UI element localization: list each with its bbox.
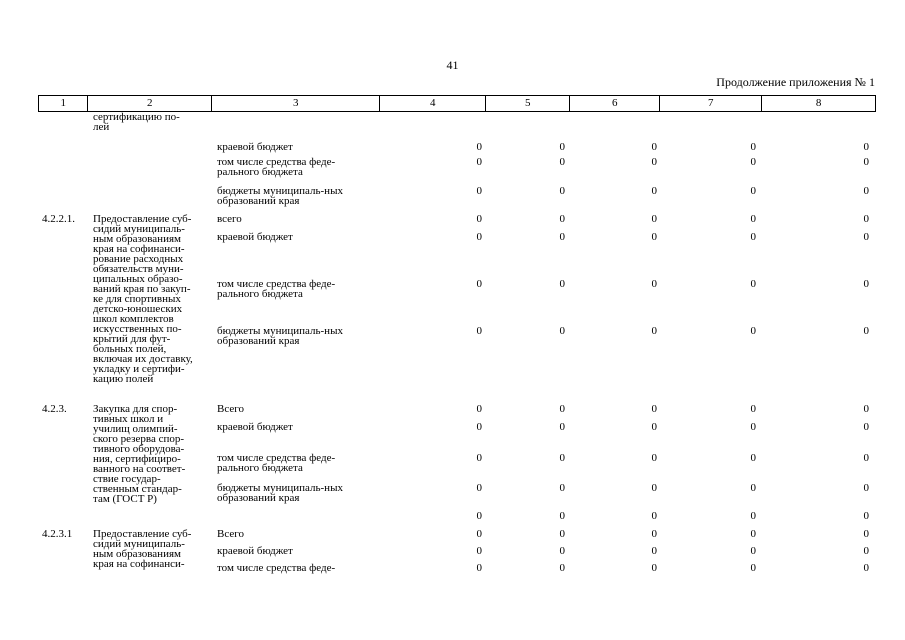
value-cell: 0 <box>476 421 482 433</box>
value-cell: 0 <box>651 325 657 337</box>
value-cell: 0 <box>476 562 482 574</box>
funding-source: краевой бюджет <box>217 421 293 433</box>
value-cell: 0 <box>559 421 565 433</box>
value-cell: 0 <box>863 562 869 574</box>
value-cell: 0 <box>863 325 869 337</box>
value-cell: 0 <box>750 231 756 243</box>
value-cell: 0 <box>476 156 482 168</box>
value-cell: 0 <box>750 325 756 337</box>
value-cell: 0 <box>863 510 869 522</box>
header-col-7: 7 <box>660 96 762 111</box>
funding-source: бюджеты муниципаль-ных образований края <box>217 185 343 207</box>
value-cell: 0 <box>750 421 756 433</box>
funding-source: том числе средства феде- рального бюджета <box>217 452 336 474</box>
page-number: 41 <box>446 58 459 72</box>
value-cell: 0 <box>750 185 756 197</box>
value-cell: 0 <box>750 528 756 540</box>
row-code: 4.2.3. <box>42 403 67 415</box>
value-cell: 0 <box>863 482 869 494</box>
value-cell: 0 <box>559 562 565 574</box>
funding-source: Всего <box>217 528 244 540</box>
value-cell: 0 <box>559 482 565 494</box>
value-cell: 0 <box>476 528 482 540</box>
value-cell: 0 <box>863 403 869 415</box>
value-cell: 0 <box>863 545 869 557</box>
value-cell: 0 <box>750 403 756 415</box>
value-cell: 0 <box>863 141 869 153</box>
value-cell: 0 <box>476 545 482 557</box>
value-cell: 0 <box>750 141 756 153</box>
value-cell: 0 <box>651 545 657 557</box>
table-header <box>38 95 876 112</box>
value-cell: 0 <box>863 213 869 225</box>
value-cell: 0 <box>559 325 565 337</box>
value-cell: 0 <box>559 528 565 540</box>
value-cell: 0 <box>750 545 756 557</box>
value-cell: 0 <box>863 156 869 168</box>
funding-source: Всего <box>217 403 244 415</box>
header-col-8: 8 <box>815 97 822 109</box>
value-cell: 0 <box>651 421 657 433</box>
value-cell: 0 <box>559 403 565 415</box>
value-cell: 0 <box>651 213 657 225</box>
row-description: сертификацию по- лей <box>93 111 180 133</box>
row-code: 4.2.2.1. <box>42 213 75 225</box>
value-cell: 0 <box>750 213 756 225</box>
value-cell: 0 <box>651 141 657 153</box>
header-col-1: 1 <box>39 96 88 111</box>
value-cell: 0 <box>476 510 482 522</box>
value-cell: 0 <box>476 231 482 243</box>
funding-source: том числе средства феде- рального бюджета <box>217 278 336 300</box>
funding-source: всего <box>217 213 242 225</box>
value-cell: 0 <box>476 278 482 290</box>
value-cell: 0 <box>651 156 657 168</box>
header-col-2: 2 <box>88 96 212 111</box>
value-cell: 0 <box>559 545 565 557</box>
funding-source: бюджеты муниципаль-ных образований края <box>217 325 343 347</box>
value-cell: 0 <box>476 141 482 153</box>
value-cell: 0 <box>559 185 565 197</box>
header-col-4: 4 <box>380 96 486 111</box>
value-cell: 0 <box>476 185 482 197</box>
header-col-3: 3 <box>212 96 380 111</box>
row-code: 4.2.3.1 <box>42 528 73 540</box>
value-cell: 0 <box>651 482 657 494</box>
value-cell: 0 <box>559 231 565 243</box>
value-cell: 0 <box>863 528 869 540</box>
value-cell: 0 <box>651 510 657 522</box>
funding-source: бюджеты муниципаль-ных образований края <box>217 482 343 504</box>
value-cell: 0 <box>651 231 657 243</box>
value-cell: 0 <box>863 185 869 197</box>
value-cell: 0 <box>559 452 565 464</box>
row-description: Предоставление суб- сидий муниципаль- ным образованиям края на софинанси- рование расходных обязательств муни- ципальных образо- ваний края по закуп- ке для спортивных детско-юношеских школ комплектов искусственных по- крытий для фут- больных полей, включая их доставку, укладку и сертифи- кацию полей <box>93 213 193 385</box>
value-cell: 0 <box>476 325 482 337</box>
funding-source: краевой бюджет <box>217 141 293 153</box>
value-cell: 0 <box>750 510 756 522</box>
funding-source: том числе средства феде- <box>217 562 336 574</box>
value-cell: 0 <box>863 452 869 464</box>
header-col-5: 5 <box>486 96 570 111</box>
value-cell: 0 <box>651 562 657 574</box>
value-cell: 0 <box>750 156 756 168</box>
value-cell: 0 <box>476 452 482 464</box>
value-cell: 0 <box>863 421 869 433</box>
value-cell: 0 <box>476 213 482 225</box>
value-cell: 0 <box>750 278 756 290</box>
continuation-note: Продолжение приложения № 1 <box>716 75 875 89</box>
value-cell: 0 <box>559 213 565 225</box>
value-cell: 0 <box>750 452 756 464</box>
row-description: Закупка для спор- тивных школ и училищ олимпий- ского резерва спор- тивного оборудова- ния, сертифициро- ванного на соответ- ствие государ- ственным стандар- там (ГОСТ Р) <box>93 403 186 505</box>
value-cell: 0 <box>559 278 565 290</box>
value-cell: 0 <box>559 141 565 153</box>
funding-source: краевой бюджет <box>217 231 293 243</box>
value-cell: 0 <box>750 482 756 494</box>
value-cell: 0 <box>651 528 657 540</box>
value-cell: 0 <box>651 452 657 464</box>
value-cell: 0 <box>476 482 482 494</box>
row-description: Предоставление суб- сидий муниципаль- ным образованиям края на софинанси- <box>93 528 192 570</box>
value-cell: 0 <box>863 278 869 290</box>
funding-source: краевой бюджет <box>217 545 293 557</box>
value-cell: 0 <box>651 403 657 415</box>
funding-source: том числе средства феде- рального бюджета <box>217 156 336 178</box>
value-cell: 0 <box>559 156 565 168</box>
header-col-6: 6 <box>570 96 660 111</box>
value-cell: 0 <box>750 562 756 574</box>
value-cell: 0 <box>559 510 565 522</box>
value-cell: 0 <box>651 185 657 197</box>
value-cell: 0 <box>863 231 869 243</box>
value-cell: 0 <box>651 278 657 290</box>
value-cell: 0 <box>476 403 482 415</box>
